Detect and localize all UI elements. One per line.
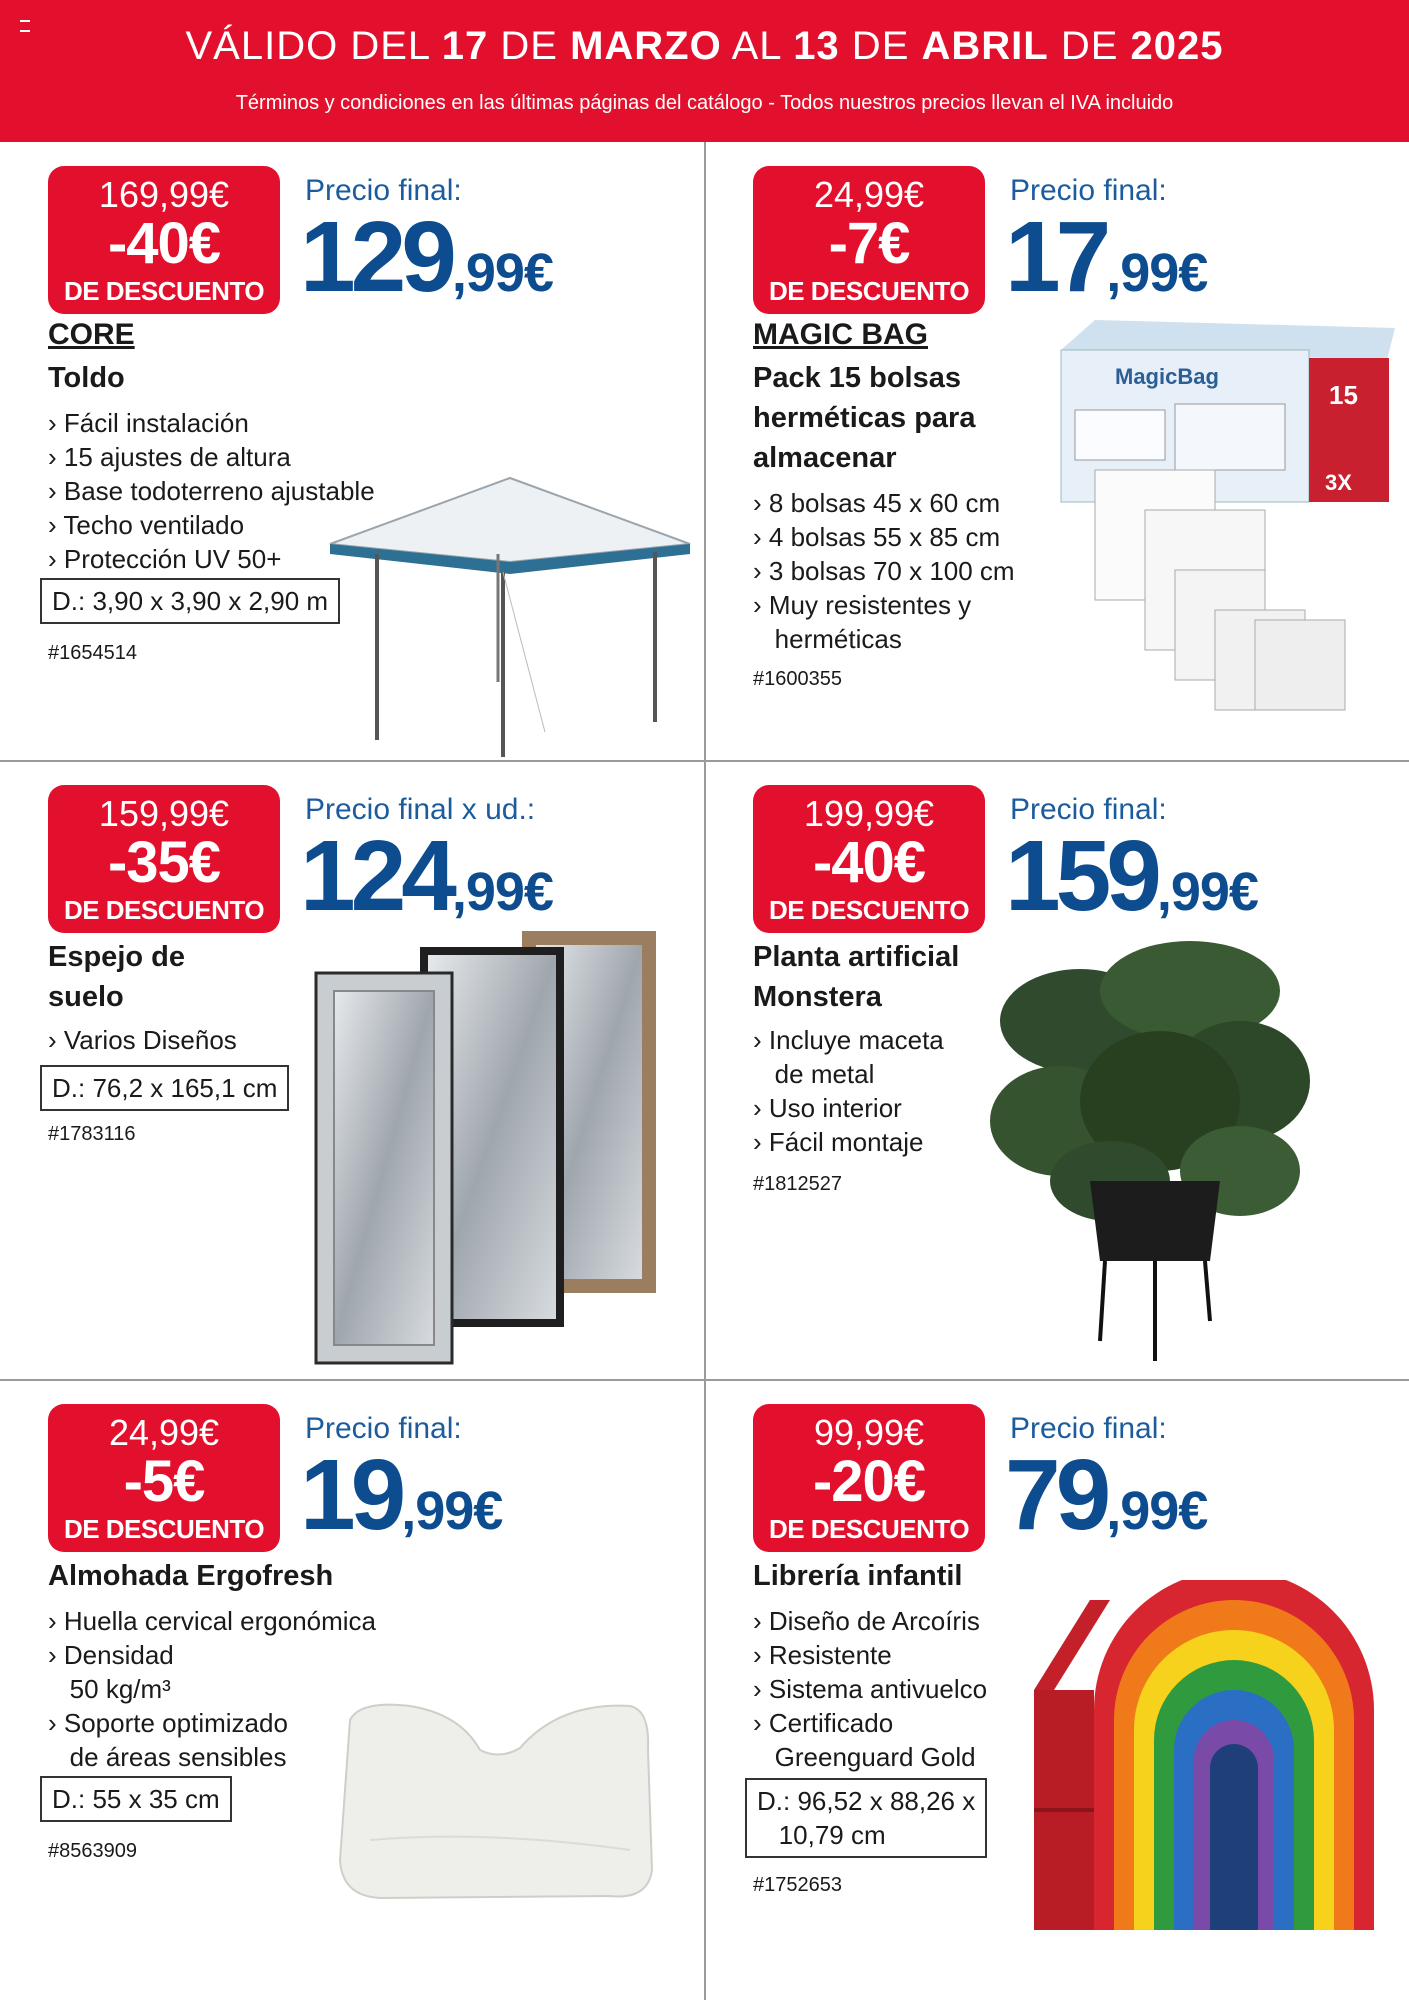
discount-badge	[48, 785, 280, 933]
final-price: 79,99€	[1005, 1439, 1208, 1551]
price-label: Precio final:	[305, 174, 462, 207]
product-sku: #1752653	[753, 1874, 842, 1896]
product-card-almohada[interactable]	[0, 1380, 704, 1998]
price-label: Precio final:	[1010, 1412, 1167, 1445]
monstera-plant-image	[990, 931, 1310, 1371]
product-brand: CORE	[48, 318, 135, 351]
product-name: Almohada Ergofresh	[48, 1560, 334, 1592]
discount-label: DE DESCUENTO	[63, 276, 265, 306]
discount-badge	[753, 785, 985, 933]
price-label: Precio final:	[305, 1412, 462, 1445]
product-name: Planta artificial Monstera	[753, 941, 960, 1013]
final-price: 159,99€	[1005, 820, 1258, 932]
feature-item: › Uso interior	[753, 1093, 902, 1123]
feature-item: › Diseño de Arcoíris	[753, 1606, 980, 1636]
original-price: 169,99€	[98, 174, 230, 215]
feature-item: › Muy resistentes y	[753, 590, 972, 620]
original-price: 24,99€	[813, 174, 925, 215]
discount-amount: -40€	[812, 830, 926, 895]
feature-list	[48, 1604, 376, 1774]
feature-item: › Incluye maceta	[753, 1025, 944, 1055]
discount-amount: -7€	[828, 211, 910, 276]
discount-amount: -5€	[123, 1449, 205, 1514]
product-sku: #1783116	[48, 1123, 136, 1145]
product-name: Toldo	[48, 362, 125, 394]
dimensions-box: D.: 96,52 x 88,26 x 10,79 cm	[745, 1778, 987, 1858]
price-label: Precio final:	[1010, 174, 1167, 207]
feature-item: Greenguard Gold	[753, 1742, 976, 1772]
discount-badge	[48, 1404, 280, 1552]
discount-badge	[48, 166, 280, 314]
box-logo-text: MagicBag	[1115, 364, 1219, 389]
product-sku: #1812527	[753, 1173, 842, 1195]
feature-list	[753, 1604, 987, 1774]
final-price: 17,99€	[1005, 201, 1208, 313]
product-card-toldo[interactable]	[0, 142, 704, 760]
feature-list	[48, 1023, 237, 1057]
discount-badge	[753, 166, 985, 314]
original-price: 24,99€	[108, 1412, 220, 1453]
feature-item: › 8 bolsas 45 x 60 cm	[753, 488, 1001, 518]
final-price: 19,99€	[300, 1439, 503, 1551]
ergonomic-pillow-image	[330, 1690, 660, 1910]
box-count-text: 15	[1329, 380, 1358, 410]
discount-label: DE DESCUENTO	[768, 276, 970, 306]
product-name: Pack 15 bolsas herméticas para almacenar	[753, 362, 976, 474]
feature-item: › Fácil instalación	[48, 408, 249, 438]
feature-item: › Protección UV 50+	[48, 544, 282, 574]
feature-list	[753, 1023, 944, 1159]
validity-banner	[0, 0, 1409, 142]
rainbow-bookcase-image	[1030, 1580, 1380, 1940]
final-price: 124,99€	[300, 820, 553, 932]
box-space-text: 3X	[1325, 470, 1352, 495]
feature-item: › Sistema antivuelco	[753, 1674, 988, 1704]
discount-amount: -35€	[107, 830, 221, 895]
discount-label: DE DESCUENTO	[63, 895, 265, 925]
discount-amount: -20€	[812, 1449, 926, 1514]
terms-subtitle: Términos y condiciones en las últimas páginas del catálogo - Todos nuestros precios llevan el IVA incluido	[235, 92, 1174, 114]
feature-item: › Fácil montaje	[753, 1127, 924, 1157]
feature-item: › Techo ventilado	[48, 510, 245, 540]
dimensions-box: D.: 76,2 x 165,1 cm	[40, 1065, 289, 1111]
product-sku: #1654514	[48, 642, 137, 664]
original-price: 199,99€	[803, 793, 935, 834]
product-card-libreria[interactable]	[705, 1380, 1409, 1998]
dimensions-box: D.: 55 x 35 cm	[40, 1776, 232, 1822]
product-card-monstera[interactable]	[705, 761, 1409, 1379]
feature-item: › Resistente	[753, 1640, 892, 1670]
original-price: 159,99€	[98, 793, 230, 834]
feature-item: › Varios Diseños	[48, 1025, 237, 1055]
validity-title: VÁLIDO DEL 17 DE MARZO AL 13 DE ABRIL DE 2025	[185, 24, 1224, 68]
feature-item: de metal	[753, 1059, 875, 1089]
feature-item: › Densidad	[48, 1640, 174, 1670]
dimensions-box: D.: 3,90 x 3,90 x 2,90 m	[40, 578, 340, 624]
floor-mirrors-image	[310, 931, 670, 1371]
original-price: 99,99€	[813, 1412, 925, 1453]
discount-amount: -40€	[107, 211, 221, 276]
product-brand: MAGIC BAG	[753, 318, 928, 351]
product-card-espejo[interactable]	[0, 761, 704, 1379]
discount-badge	[753, 1404, 985, 1552]
product-name: Espejo de suelo	[48, 941, 185, 1013]
product-sku: #8563909	[48, 1840, 137, 1862]
feature-item: › 15 ajustes de altura	[48, 442, 291, 472]
price-label: Precio final:	[1010, 793, 1167, 826]
final-price: 129,99€	[300, 201, 553, 313]
feature-item: herméticas	[753, 624, 902, 654]
feature-item: › Huella cervical ergonómica	[48, 1606, 377, 1636]
discount-label: DE DESCUENTO	[768, 895, 970, 925]
feature-item: › 4 bolsas 55 x 85 cm	[753, 522, 1001, 552]
feature-item: › Soporte optimizado	[48, 1708, 288, 1738]
product-name: Librería infantil	[753, 1560, 963, 1592]
feature-item: › 3 bolsas 70 x 100 cm	[753, 556, 1015, 586]
feature-item: de áreas sensibles	[48, 1742, 287, 1772]
feature-item: 50 kg/m³	[48, 1674, 171, 1704]
feature-item: › Base todoterreno ajustable	[48, 476, 375, 506]
product-sku: #1600355	[753, 668, 842, 690]
discount-label: DE DESCUENTO	[63, 1514, 265, 1544]
feature-list	[753, 486, 1015, 656]
price-label: Precio final x ud.:	[305, 793, 536, 826]
vacuum-bags-box-image	[1055, 320, 1397, 712]
canopy-tent-image	[320, 472, 700, 762]
feature-item: › Certificado	[753, 1708, 894, 1738]
discount-label: DE DESCUENTO	[768, 1514, 970, 1544]
product-card-magic-bag[interactable]	[705, 142, 1409, 760]
